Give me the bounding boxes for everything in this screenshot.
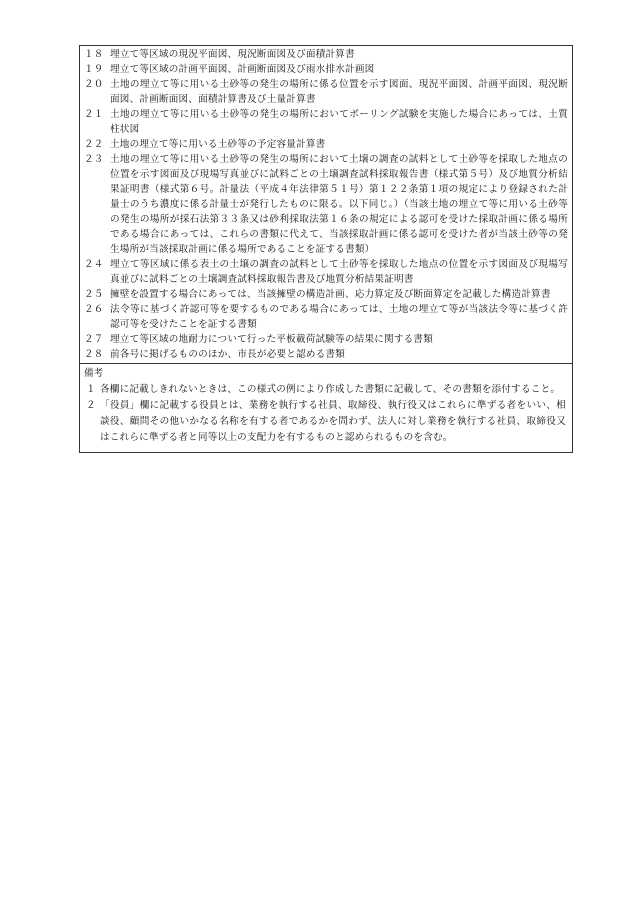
list-item	[80, 287, 572, 302]
item-text: 前各号に掲げるもののほか、市長が必要と認める書類	[110, 349, 346, 360]
list-item	[80, 47, 572, 62]
remark-text: 「役員」欄に記載する役員とは、業務を執行する社員、取締役、執行役又はこれらに準ずる者をいい、相談役、顧問その他いかなる名称を有する者であるかを問わず、法人に対し業務を執行する社員、取締役又はこれらに準ずる者と同等以上の支配力を有するものと認められるものを含む。	[100, 400, 566, 443]
item-text: 法令等に基づく許認可等を要するものである場合にあっては、土地の埋立て等が当該法令等に基づく許認可等を受けたことを証する書類	[110, 304, 568, 330]
remark-item	[80, 398, 572, 446]
list-item	[80, 347, 572, 362]
item-number: ２０	[84, 79, 104, 90]
list-item	[80, 332, 572, 347]
remark-number: １	[86, 384, 96, 395]
item-text: 土地の埋立て等に用いる土砂等の発生の場所において土壌の調査の試料として土砂等を採取した地点の位置を示す図面及び現場写真並びに試料ごとの土壌調査試料採取報告書（様式第５号）及び地質分析結果証明書（様式第６号。計量法（平成４年法律第５１号）第１２２条第１項の規定により登録された計量士のうち濃度に係る計量士が発行したものに限る。以下同じ。）（当該土地の埋立て等に用いる土砂等の発生の場所が採石法第３３条又は砂利採取法第１６条の規定による認可を受けた採取計画に係る場所である場合にあっては、これらの書類に代えて、当該採取計画に係る認可を受けた者が当該土砂等の発生場所が当該採取計画に係る場所であることを証する書類）	[110, 154, 568, 255]
item-text: 埋立て等区域の地耐力について行った平板載荷試験等の結果に関する書類	[110, 334, 434, 345]
remark-number: ２	[86, 400, 96, 411]
item-number: ２８	[84, 349, 104, 360]
list-item	[80, 302, 572, 332]
item-number: ２５	[84, 289, 104, 300]
list-item	[80, 257, 572, 287]
item-text: 土地の埋立て等に用いる土砂等の発生の場所においてボーリング試験を実施した場合にあっては、土質柱状図	[110, 109, 568, 135]
document-table	[79, 45, 573, 453]
item-text: 埋立て等区域の計画平面図、計画断面図及び雨水排水計画図	[110, 64, 375, 75]
list-item	[80, 152, 572, 257]
item-number: １９	[84, 64, 104, 75]
item-number: ２２	[84, 139, 104, 150]
item-text: 土地の埋立て等に用いる土砂等の予定容量計算書	[110, 139, 326, 150]
item-number: ２３	[84, 154, 104, 165]
remarks-title: 備考	[84, 368, 104, 379]
item-text: 土地の埋立て等に用いる土砂等の発生の場所に係る位置を示す図面、現況平面図、計画平面図、現況断面図、計画断面図、面積計算書及び土量計算書	[110, 79, 568, 105]
item-number: ２１	[84, 109, 104, 120]
remark-text: 各欄に記載しきれないときは、この様式の例により作成した書類に記載して、その書類を添付すること。	[100, 384, 561, 395]
item-number: ２７	[84, 334, 104, 345]
list-item	[80, 62, 572, 77]
list-item	[80, 107, 572, 137]
required-documents-list	[80, 46, 572, 364]
remarks-section	[80, 364, 572, 452]
item-number: ２４	[84, 259, 104, 270]
item-number: １８	[84, 49, 104, 60]
remark-item	[80, 382, 572, 398]
item-number: ２６	[84, 304, 104, 315]
list-item	[80, 137, 572, 152]
item-text: 擁壁を設置する場合にあっては、当該擁壁の構造計画、応力算定及び断面算定を記載した構造計算書	[110, 289, 551, 300]
item-text: 埋立て等区域に係る表土の土壌の調査の試料として土砂等を採取した地点の位置を示す図面及び現場写真並びに試料ごとの土壌調査試料採取報告書及び地質分析結果証明書	[110, 259, 568, 285]
list-item	[80, 77, 572, 107]
item-text: 埋立て等区域の現況平面図、現況断面図及び面積計算書	[110, 49, 355, 60]
